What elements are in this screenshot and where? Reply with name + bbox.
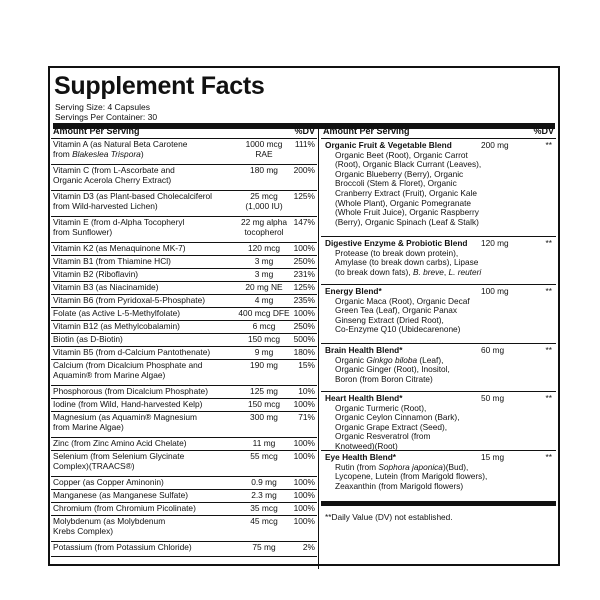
nutrient-row [51, 256, 317, 269]
nutrient-name: Phosphorous (from Dicalcium Phosphate) [53, 386, 209, 396]
nutrient-name: Vitamin C (from L-Ascorbate and Organic Acerola Cherry Extract) [53, 165, 175, 185]
nutrient-row [51, 217, 317, 243]
blend-name: Organic Fruit & Vegetable Blend [325, 140, 452, 150]
nutrient-name: Chromium (from Chromium Picolinate) [53, 503, 196, 513]
blend-dv: ** [545, 393, 552, 403]
nutrient-row [51, 321, 317, 334]
amount-per-serving-heading: Amount Per Serving [53, 126, 140, 136]
nutrient-amount: 190 mg [250, 360, 278, 370]
left-header [51, 124, 317, 139]
blend-name: Brain Health Blend* [325, 345, 403, 355]
nutrient-amount: 25 mcg (1,000 IU) [245, 191, 283, 211]
nutrient-amount: 11 mg [252, 438, 276, 448]
nutrient-amount: 1000 mcg RAE [245, 139, 283, 159]
nutrient-row [51, 308, 317, 321]
nutrient-dv: 100% [293, 399, 315, 409]
left-column [51, 124, 317, 557]
blend-name: Energy Blend* [325, 286, 382, 296]
blend-row [321, 392, 556, 451]
blend-ingredients: Protease (to break down protein), Amylase (to break down carbs), Lipase (to break down fats), B. breve, L. reuteri [335, 247, 482, 277]
nutrient-name: Vitamin B1 (from Thiamine HCl) [53, 256, 171, 266]
blend-amount: 120 mg [481, 238, 509, 248]
nutrient-name: Vitamin B3 (as Niacinamide) [53, 282, 159, 292]
nutrient-row [51, 347, 317, 360]
blend-row [321, 285, 556, 344]
nutrient-dv: 100% [293, 243, 315, 253]
nutrient-dv: 250% [293, 256, 315, 266]
blend-amount: 60 mg [481, 345, 505, 355]
nutrient-dv: 10% [298, 386, 315, 396]
column-divider [318, 124, 319, 569]
nutrient-row [51, 243, 317, 256]
nutrient-dv: 100% [293, 308, 315, 318]
blend-dv: ** [545, 140, 552, 150]
blend-amount: 200 mg [481, 140, 509, 150]
nutrient-row [51, 477, 317, 490]
nutrient-name: Selenium (from Selenium Glycinate Complex)(TRAACS®) [53, 451, 185, 471]
nutrient-dv: 180% [293, 347, 315, 357]
nutrient-name: Zinc (from Zinc Amino Acid Chelate) [53, 438, 187, 448]
nutrient-amount: 55 mcg [250, 451, 278, 461]
dv-footnote: **Daily Value (DV) not established. [325, 512, 453, 522]
amount-per-serving-heading: Amount Per Serving [323, 126, 410, 136]
nutrient-name: Molybdenum (as Molybdenum Krebs Complex) [53, 516, 166, 536]
nutrient-dv: 100% [293, 516, 315, 526]
nutrient-row [51, 503, 317, 516]
nutrient-dv: 2% [302, 542, 315, 552]
right-header [321, 124, 556, 139]
blend-row [321, 451, 556, 499]
nutrient-name: Vitamin K2 (as Menaquinone MK-7) [53, 243, 186, 253]
nutrient-row [51, 412, 317, 438]
dv-heading: %DV [294, 126, 315, 136]
nutrient-dv: 100% [293, 438, 315, 448]
blend-dv: ** [545, 238, 552, 248]
nutrient-row [51, 191, 317, 217]
blend-ingredients: Organic Turmeric (Root), Organic Ceylon Cinnamon (Bark), Organic Grape Extract (Seed), Organic Resveratrol (from Knotweed)(Root) [335, 402, 460, 451]
nutrient-dv: 200% [293, 165, 315, 175]
nutrient-row [51, 282, 317, 295]
panel-title: Supplement Facts [54, 72, 265, 100]
blend-bottom-rule [321, 501, 556, 506]
nutrient-amount: 2.3 mg [251, 490, 277, 500]
nutrient-dv: 100% [293, 503, 315, 513]
blend-ingredients: Organic Beet (Root), Organic Carrot (Root), Organic Black Currant (Leaves), Organic Blueberry (Berry), Organic Broccoli (Stem & Floret), Organic Cranberry Extract (Fruit), Organic Kale (Whole Plant), Organic Pomegranate (Whole Fruit Juice), Organic Raspberry (Berry), Organic Spinach (Leaf & Stalk) [335, 149, 482, 227]
nutrient-dv: 235% [293, 295, 315, 305]
blend-amount: 15 mg [481, 452, 505, 462]
nutrient-amount: 300 mg [250, 412, 278, 422]
nutrient-name: Magnesium (as Aquamin® Magnesium from Marine Algae) [53, 412, 197, 432]
nutrient-dv: 100% [293, 477, 315, 487]
blend-name: Eye Health Blend* [325, 452, 397, 462]
nutrient-amount: 150 mcg [247, 399, 281, 409]
nutrient-amount: 180 mg [250, 165, 278, 175]
nutrient-row [51, 165, 317, 191]
nutrient-row [51, 139, 317, 165]
right-column [321, 124, 556, 499]
nutrient-name: Folate (as Active L-5-Methylfolate) [53, 308, 181, 318]
nutrient-row [51, 490, 317, 503]
nutrient-dv: 71% [298, 412, 315, 422]
nutrient-name: Vitamin D3 (as Plant-based Cholecalciferol from Wild-harvested Lichen) [53, 191, 213, 211]
nutrient-amount: 150 mcg [247, 334, 281, 344]
nutrient-row [51, 438, 317, 451]
blend-ingredients: Rutin (from Sophora japonica)(Bud), Lycopene, Lutein (from Marigold flowers), Zeaxanthin (from Marigold flowers) [335, 461, 488, 491]
nutrient-row [51, 295, 317, 308]
nutrient-row [51, 360, 317, 386]
nutrient-amount: 6 mcg [252, 321, 276, 331]
nutrient-rows [51, 139, 317, 557]
nutrient-amount: 9 mg [254, 347, 274, 357]
blend-dv: ** [545, 286, 552, 296]
nutrient-name: Calcium (from Dicalcium Phosphate and Aquamin® from Marine Algae) [53, 360, 203, 380]
nutrient-name: Vitamin B6 (from Pyridoxal-5-Phosphate) [53, 295, 206, 305]
nutrient-amount: 35 mcg [250, 503, 278, 513]
serving-size: Serving Size: 4 Capsules [55, 102, 150, 112]
blend-ingredients: Organic Maca (Root), Organic Decaf Green Tea (Leaf), Organic Panax Ginseng Extract (Dried Root), Co-Enzyme Q10 (Ubidecarenone) [335, 295, 470, 335]
nutrient-amount: 22 mg alpha tocopherol [240, 217, 288, 237]
nutrient-amount: 4 mg [254, 295, 274, 305]
blend-amount: 100 mg [481, 286, 509, 296]
nutrient-name: Iodine (from Wild, Hand-harvested Kelp) [53, 399, 203, 409]
nutrient-name: Manganese (as Manganese Sulfate) [53, 490, 189, 500]
nutrient-dv: 15% [298, 360, 315, 370]
blend-ingredients: Organic Ginkgo biloba (Leaf), Organic Ginger (Root), Inositol, Boron (from Boron Citrate) [335, 354, 450, 384]
blend-dv: ** [545, 452, 552, 462]
nutrient-dv: 500% [293, 334, 315, 344]
nutrient-dv: 147% [293, 217, 315, 227]
nutrient-amount: 120 mcg [247, 243, 281, 253]
nutrient-name: Copper (as Copper Aminonin) [53, 477, 164, 487]
nutrient-dv: 100% [293, 451, 315, 461]
nutrient-dv: 125% [293, 191, 315, 201]
nutrient-amount: 20 mg NE [245, 282, 283, 292]
nutrient-name: Vitamin B2 (Riboflavin) [53, 269, 139, 279]
nutrient-name: Vitamin E (from d-Alpha Tocopheryl from Sunflower) [53, 217, 185, 237]
blend-amount: 50 mg [481, 393, 505, 403]
blend-row [321, 139, 556, 237]
nutrient-row [51, 516, 317, 542]
blend-row [321, 344, 556, 392]
nutrient-amount: 75 mg [252, 542, 276, 552]
nutrient-row [51, 399, 317, 412]
nutrient-amount: 0.9 mg [251, 477, 277, 487]
blend-name: Heart Health Blend* [325, 393, 403, 403]
nutrient-row [51, 386, 317, 399]
nutrient-dv: 231% [293, 269, 315, 279]
nutrient-amount: 125 mg [250, 386, 278, 396]
nutrient-row [51, 334, 317, 347]
dv-heading: %DV [533, 126, 554, 136]
nutrient-name: Vitamin B12 (as Methylcobalamin) [53, 321, 180, 331]
nutrient-amount: 3 mg [254, 269, 274, 279]
nutrient-amount: 3 mg [254, 256, 274, 266]
blend-dv: ** [545, 345, 552, 355]
nutrient-name: Biotin (as D-Biotin) [53, 334, 123, 344]
nutrient-row [51, 451, 317, 477]
nutrient-name: Potassium (from Potassium Chloride) [53, 542, 192, 552]
nutrient-dv: 125% [293, 282, 315, 292]
nutrient-dv: 111% [294, 139, 315, 149]
blend-rows [321, 139, 556, 499]
nutrient-dv: 100% [293, 490, 315, 500]
nutrient-name: Vitamin A (as Natural Beta Carotene from Blakeslea Trispora) [53, 139, 188, 159]
nutrient-name: Vitamin B5 (from d-Calcium Pantothenate) [53, 347, 211, 357]
servings-per-container: Servings Per Container: 30 [55, 112, 158, 122]
nutrient-row [51, 542, 317, 557]
nutrient-row [51, 269, 317, 282]
nutrient-amount: 45 mcg [250, 516, 278, 526]
nutrient-dv: 250% [293, 321, 315, 331]
blend-name: Digestive Enzyme & Probiotic Blend [325, 238, 468, 248]
blend-row [321, 237, 556, 285]
nutrient-amount: 400 mcg DFE [238, 308, 290, 318]
